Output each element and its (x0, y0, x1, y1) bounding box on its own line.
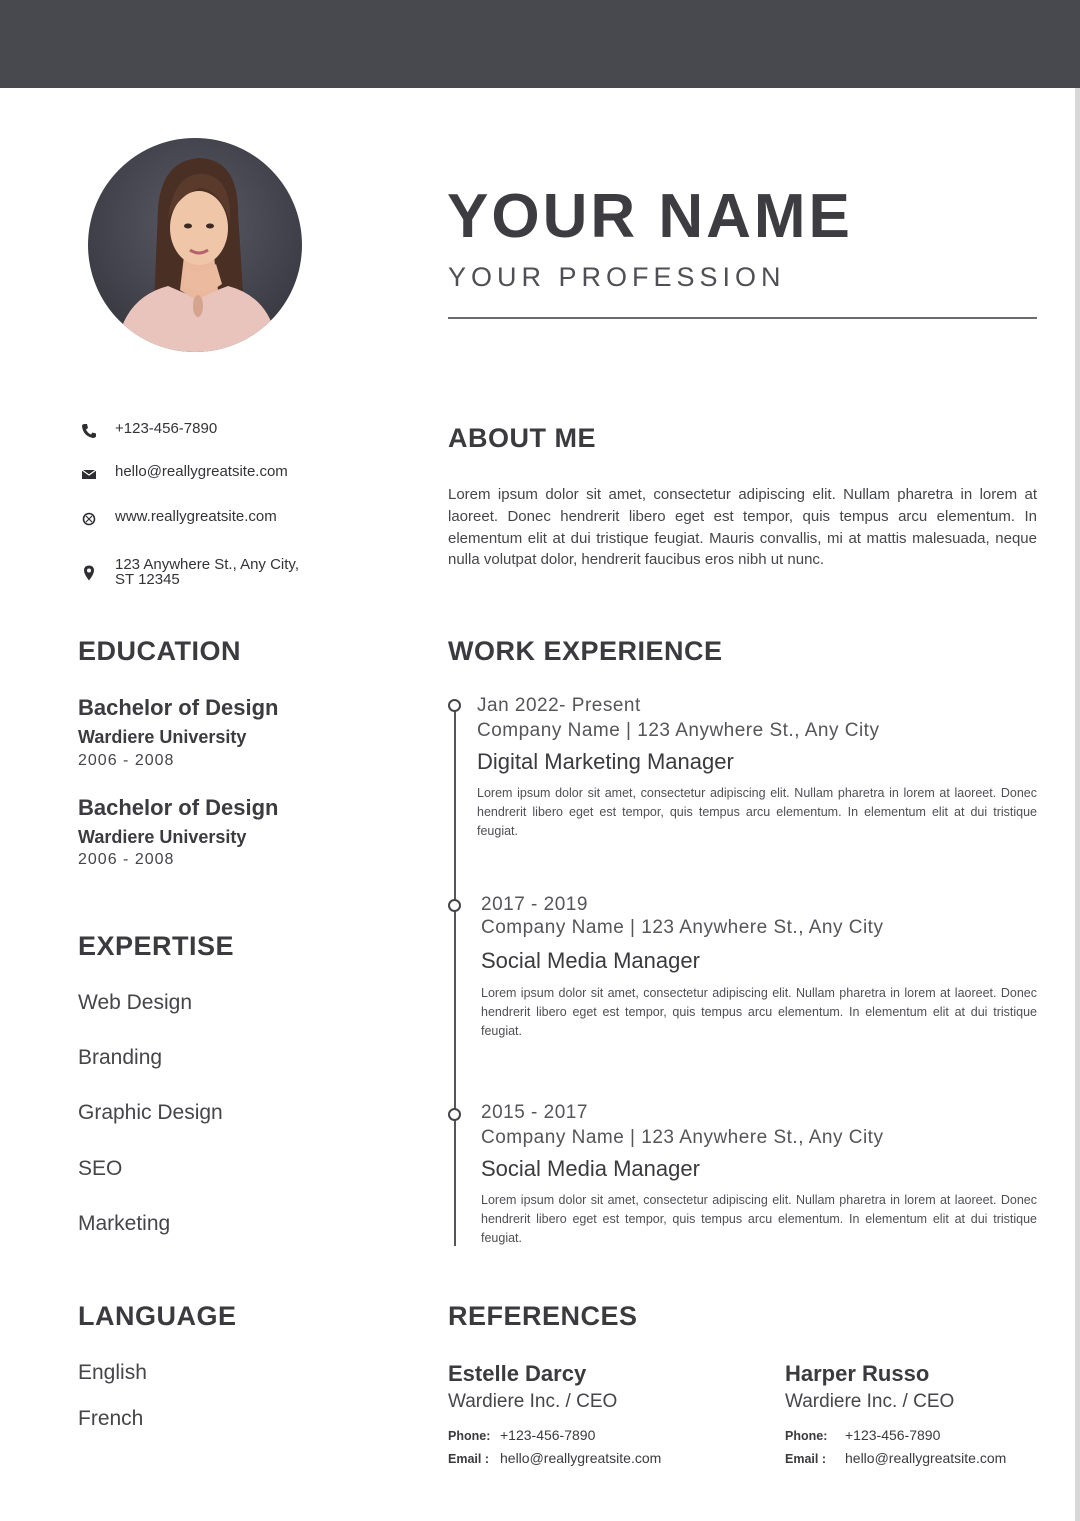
education-years: 2006 - 2008 (78, 851, 175, 868)
reference-email-value[interactable]: hello@reallygreatsite.com (500, 1450, 662, 1466)
job-description: Lorem ipsum dolor sit amet, consectetur adipiscing elit. Nullam pharetra in lorem at laoreet. Donec hendrerit libero eget est tempor, quis tempus arcu elementum. In elementum elit at dui tristique feugiat. (481, 986, 1037, 1038)
contact-address-line1: 123 Anywhere St., Any City, (115, 556, 299, 573)
job-title: Digital Marketing Manager (477, 749, 734, 774)
reference-phone-value: +123-456-7890 (845, 1427, 941, 1443)
language-item: French (78, 1407, 144, 1430)
reference-phone-label: Phone: (785, 1429, 828, 1443)
education-school: Wardiere University (78, 827, 247, 847)
reference-email (448, 1450, 661, 1467)
references-heading: REFERENCES (448, 1301, 638, 1331)
reference-phone-value: +123-456-7890 (500, 1427, 596, 1443)
reference-phone (448, 1427, 595, 1444)
contact-email-text[interactable]: hello@reallygreatsite.com (115, 463, 288, 480)
job-title: Social Media Manager (481, 948, 700, 973)
job-title: Social Media Manager (481, 1156, 700, 1181)
top-banner (0, 0, 1080, 88)
reference-name: Harper Russo (785, 1361, 930, 1386)
reference-role: Wardiere Inc. / CEO (785, 1391, 955, 1412)
contact-phone-text: +123-456-7890 (115, 420, 218, 437)
reference-email-label: Email : (785, 1452, 826, 1466)
job-description: Lorem ipsum dolor sit amet, consectetur adipiscing elit. Nullam pharetra in lorem at laoreet. Donec hendrerit libero eget est tempor, quis tempus arcu elementum. In elementum elit at dui tristique feugiat. (481, 1193, 1037, 1245)
reference-name: Estelle Darcy (448, 1361, 587, 1386)
education-school: Wardiere University (78, 727, 247, 747)
contact-address (80, 557, 299, 587)
resume-profession: YOUR PROFESSION (448, 262, 786, 292)
page-edge (1075, 88, 1080, 1521)
reference-email-value[interactable]: hello@reallygreatsite.com (845, 1450, 1007, 1466)
expertise-item: Graphic Design (78, 1101, 223, 1124)
expertise-item: Marketing (78, 1212, 171, 1235)
header-divider (448, 317, 1037, 319)
timeline-dot (448, 899, 461, 912)
profile-photo (88, 138, 302, 352)
job-description: Lorem ipsum dolor sit amet, consectetur adipiscing elit. Nullam pharetra in lorem at laoreet. Donec hendrerit libero eget est tempor, quis tempus arcu elementum. In elementum elit at dui tristique feugiat. (477, 786, 1037, 838)
contact-address-text (115, 557, 299, 587)
job-date: Jan 2022- Present (477, 695, 641, 716)
education-years: 2006 - 2008 (78, 752, 175, 769)
expertise-item: Web Design (78, 991, 193, 1014)
globe-icon (80, 510, 98, 528)
work-heading: WORK EXPERIENCE (448, 636, 723, 666)
language-heading: LANGUAGE (78, 1301, 237, 1331)
about-heading: ABOUT ME (448, 423, 596, 453)
reference-phone-label: Phone: (448, 1429, 491, 1443)
reference-email (785, 1450, 1006, 1467)
contact-phone (80, 421, 217, 440)
reference-email-label: Email : (448, 1452, 489, 1466)
expertise-item: SEO (78, 1157, 123, 1180)
expertise-item: Branding (78, 1046, 163, 1069)
contact-address-line2: ST 12345 (115, 571, 180, 588)
job-company: Company Name | 123 Anywhere St., Any City (481, 1127, 884, 1148)
timeline-dot (448, 1108, 461, 1121)
language-item: English (78, 1361, 147, 1384)
contact-website (80, 509, 277, 528)
resume-name: YOUR NAME (447, 182, 853, 251)
job-company: Company Name | 123 Anywhere St., Any City (481, 917, 884, 938)
contact-email (80, 464, 288, 483)
expertise-heading: EXPERTISE (78, 931, 235, 961)
education-degree: Bachelor of Design (78, 795, 279, 820)
timeline-line (454, 706, 456, 1246)
portrait-photo-icon (88, 138, 302, 352)
reference-role: Wardiere Inc. / CEO (448, 1391, 618, 1412)
contact-website-text[interactable]: www.reallygreatsite.com (115, 508, 277, 525)
job-date: 2015 - 2017 (481, 1102, 588, 1123)
phone-icon (80, 422, 98, 440)
education-heading: EDUCATION (78, 636, 241, 666)
about-text: Lorem ipsum dolor sit amet, consectetur adipiscing elit. Nullam pharetra in lorem at laoreet. Donec hendrerit libero eget est tempor, quis tempus arcu elementum. In elementum elit at dui tristique feugiat. Mauris convallis, mi at mattis malesuada, neque nulla volutpat dolor, hendrerit faucibus eros nibh ut nunc. (448, 486, 1037, 569)
timeline-dot (448, 699, 461, 712)
envelope-icon (80, 465, 98, 483)
education-degree: Bachelor of Design (78, 695, 279, 720)
reference-phone (785, 1427, 940, 1444)
job-date: 2017 - 2019 (481, 894, 588, 915)
location-pin-icon (80, 564, 98, 582)
job-company: Company Name | 123 Anywhere St., Any City (477, 720, 880, 741)
